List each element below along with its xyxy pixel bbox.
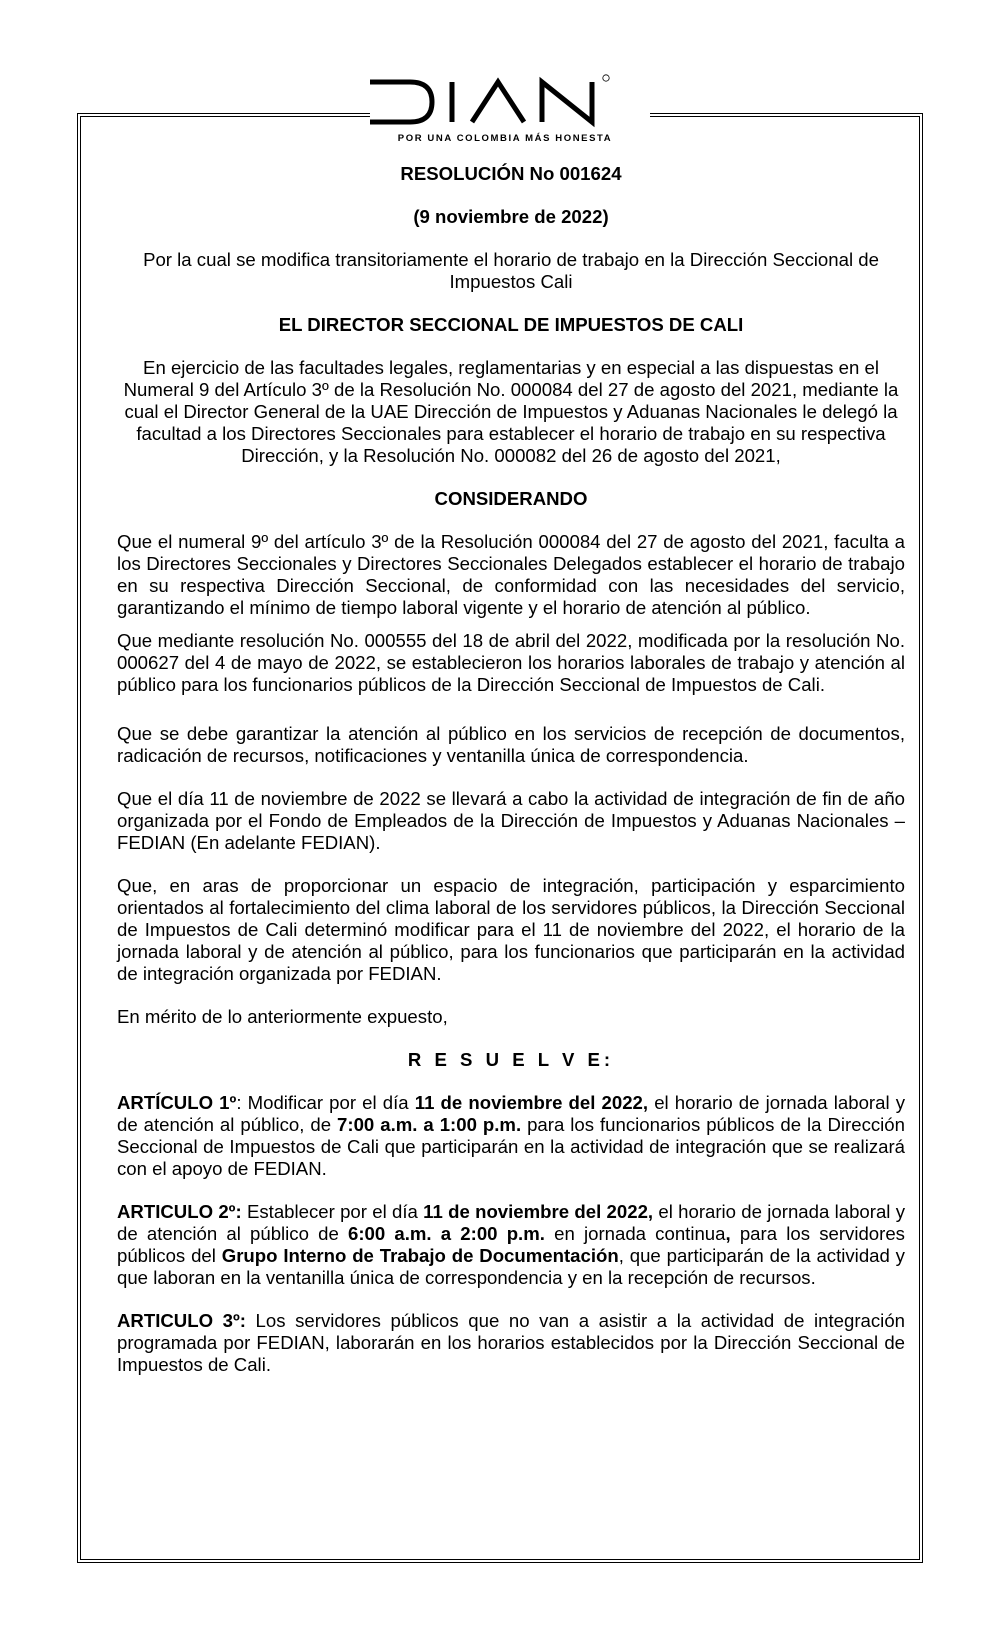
considerando-paragraph: Que mediante resolución No. 000555 del 18 de abril del 2022, modificada por la resolución No. 000627 del 4 de mayo de 2022, se establecieron los horarios laborales de trabajo y atención al público para los funcionarios públicos de la Dirección Seccional de Impuestos de Cali. <box>117 630 905 695</box>
article-1-hours: 7:00 a.m. a 1:00 p.m. <box>337 1114 522 1135</box>
article-2-hours: 6:00 a.m. a 2:00 p.m. <box>347 1223 545 1244</box>
resolution-subject: Por la cual se modifica transitoriamente el horario de trabajo en la Dirección Seccional de Impuestos Cali <box>143 249 879 292</box>
dian-logo-wordmark <box>370 72 650 130</box>
considerando-title: CONSIDERANDO <box>434 488 588 509</box>
article-3 <box>117 1310 905 1376</box>
article-2-text: el horario de jornada laboral y de atención al público de <box>117 1201 905 1244</box>
article-1 <box>117 1092 905 1180</box>
article-1-text: el horario de jornada laboral y de atención al público, de <box>117 1092 906 1135</box>
document-body <box>117 163 905 1376</box>
article-2 <box>117 1201 905 1289</box>
article-2-date: 11 de noviembre del 2022, <box>423 1201 654 1222</box>
preamble: En ejercicio de las facultades legales, reglamentarias y en especial a las dispuestas en el Numeral 9 del Artículo 3º de la Resolución No. 000084 del 27 de agosto del 2021, mediante la cual el Director General de la UAE Dirección de Impuestos y Aduanas Nacionales le delegó la facultad a los Directores Seccionales para establecer el horario de trabajo en su respectiva Dirección, y la Resolución No. 000082 del 26 de agosto del 2021, <box>123 357 899 466</box>
resolution-number: RESOLUCIÓN No 001624 <box>400 163 622 184</box>
article-2-label: ARTICULO 2º: <box>117 1201 242 1222</box>
article-2-text: , que participarán de la actividad y que laboran en la ventanilla única de correspondencia y en la recepción de recursos. <box>117 1245 905 1288</box>
article-3-text: Los servidores públicos que no van a asistir a la actividad de integración programada por FEDIAN, laborarán en los horarios establecidos por la Dirección Seccional de Impuestos de Cali. <box>117 1310 905 1375</box>
article-2-text: Establecer por el día <box>241 1201 424 1222</box>
considerando-closing: En mérito de lo anteriormente expuesto, <box>117 1006 448 1027</box>
considerando-paragraph: Que el día 11 de noviembre de 2022 se llevará a cabo la actividad de integración de fin de año organizada por el Fondo de Empleados de la Dirección de Impuestos y Aduanas Nacionales – FEDIAN (En adelante FEDIAN). <box>117 788 905 853</box>
article-1-text: para los funcionarios públicos de la Dirección Seccional de Impuestos de Cali que participarán en la actividad de integración que se realizará con el apoyo de FEDIAN. <box>117 1114 905 1179</box>
article-2-text: para los servidores públicos del <box>117 1223 905 1266</box>
considerando-paragraph: Que el numeral 9º del artículo 3º de la Resolución 000084 del 27 de agosto del 2021, faculta a los Directores Seccionales y Directores Seccionales Delegados establecer el horario de trabajo en su respectiva Dirección Seccional, de conformidad con las necesidades del servicio, garantizando el mínimo de tiempo laboral vigente y el horario de atención al público. <box>117 531 905 618</box>
logo-tagline: POR UNA COLOMBIA MÁS HONESTA <box>397 133 613 144</box>
resuelve-title: R E S U E L V E: <box>407 1049 615 1070</box>
considerando-paragraph: Que, en aras de proporcionar un espacio de integración, participación y esparcimiento orientados al fortalecimiento del clima laboral de los servidores públicos, la Dirección Seccional de Impuestos de Cali determinó modificar para el 11 de noviembre del 2022, el horario de la jornada laboral y de atención al público, para los funcionarios que participarán en la actividad de integración organizada por FEDIAN. <box>117 875 905 984</box>
authority-title: EL DIRECTOR SECCIONAL DE IMPUESTOS DE CALI <box>278 314 744 335</box>
dian-logo <box>370 72 650 150</box>
article-1-text: : Modificar por el día <box>236 1092 415 1113</box>
article-3-label: ARTICULO 3º: <box>117 1310 246 1331</box>
article-2-group: Grupo Interno de Trabajo de Documentación <box>221 1245 619 1266</box>
article-1-label: ARTÍCULO 1º <box>117 1092 237 1113</box>
article-1-date: 11 de noviembre del 2022, <box>414 1092 649 1113</box>
article-2-comma: , <box>725 1223 731 1244</box>
considerando-paragraph: Que se debe garantizar la atención al público en los servicios de recepción de documentos, radicación de recursos, notificaciones y ventanilla única de correspondencia. <box>117 723 905 766</box>
resolution-date: (9 noviembre de 2022) <box>413 206 609 227</box>
article-2-text: en jornada continua <box>544 1223 726 1244</box>
